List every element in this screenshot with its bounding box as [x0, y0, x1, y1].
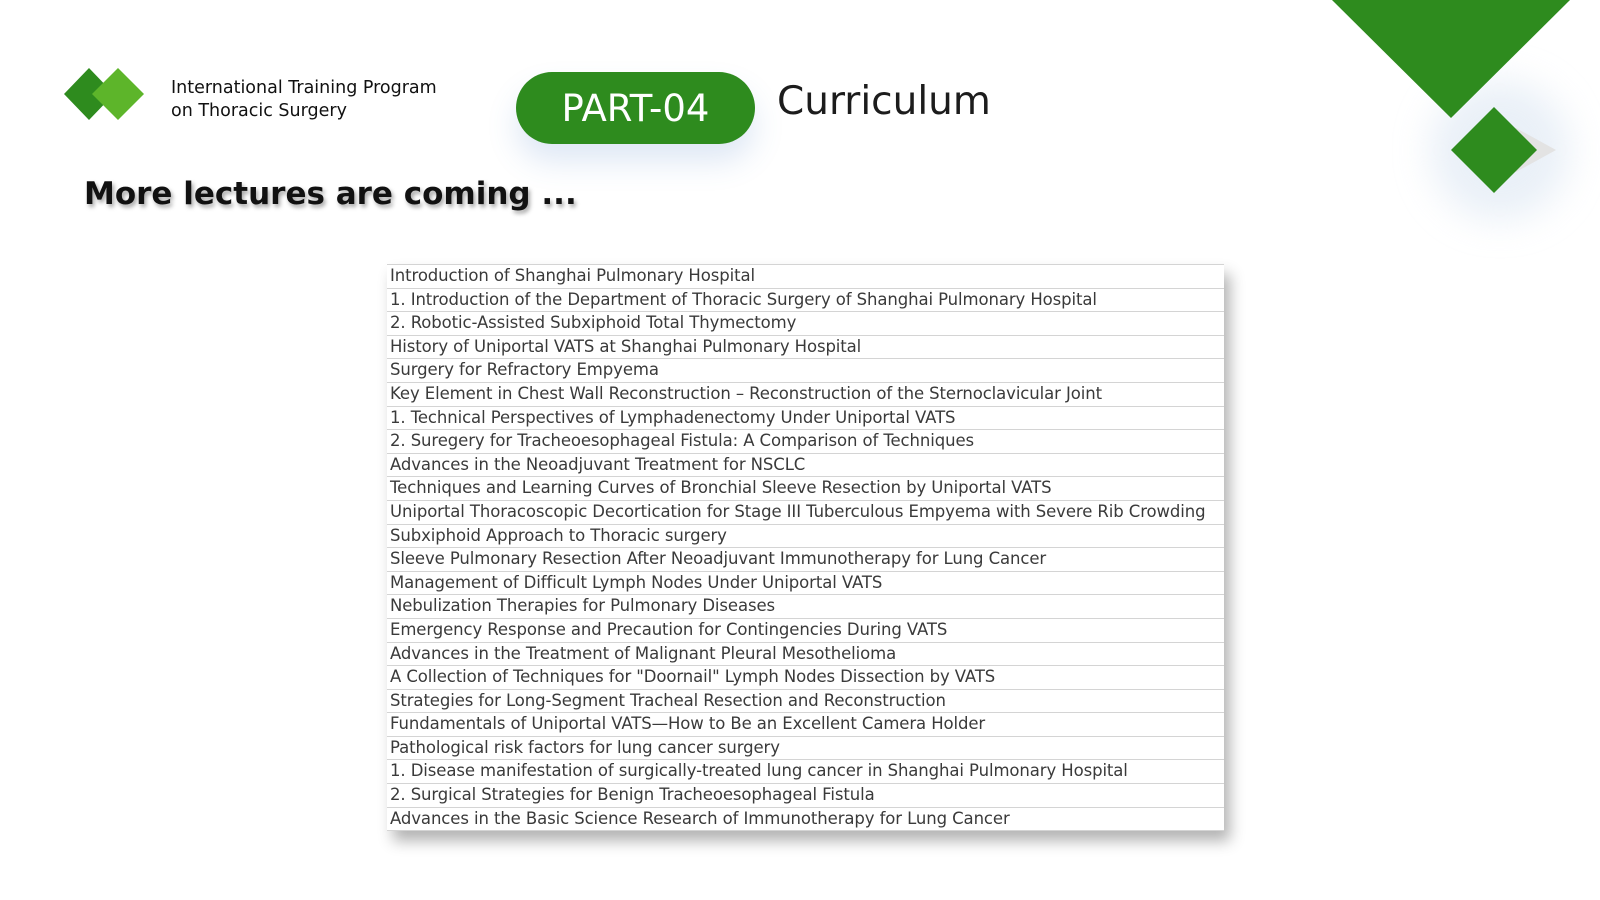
lecture-row: Nebulization Therapies for Pulmonary Diseases [387, 595, 1224, 619]
lecture-row: Subxiphoid Approach to Thoracic surgery [387, 525, 1224, 549]
lecture-row: Fundamentals of Uniportal VATS—How to Be an Excellent Camera Holder [387, 713, 1224, 737]
diamond-logo-icon [62, 62, 158, 132]
lecture-row: Sleeve Pulmonary Resection After Neoadjuvant Immunotherapy for Lung Cancer [387, 548, 1224, 572]
lecture-row: Advances in the Treatment of Malignant Pleural Mesothelioma [387, 643, 1224, 667]
lecture-row: 2. Suregery for Tracheoesophageal Fistula: A Comparison of Techniques [387, 430, 1224, 454]
lecture-row: Management of Difficult Lymph Nodes Under Uniportal VATS [387, 572, 1224, 596]
page-heading: More lectures are coming ... [84, 176, 577, 212]
lecture-row: Introduction of Shanghai Pulmonary Hospital [387, 265, 1224, 289]
lecture-row: 2. Robotic-Assisted Subxiphoid Total Thymectomy [387, 312, 1224, 336]
lecture-row: 2. Surgical Strategies for Benign Tracheoesophageal Fistula [387, 784, 1224, 808]
lecture-row: Surgery for Refractory Empyema [387, 359, 1224, 383]
lecture-row: Emergency Response and Precaution for Contingencies During VATS [387, 619, 1224, 643]
lecture-row: Pathological risk factors for lung cancer surgery [387, 737, 1224, 761]
lecture-row: 1. Technical Perspectives of Lymphadenectomy Under Uniportal VATS [387, 407, 1224, 431]
lecture-row: 1. Disease manifestation of surgically-treated lung cancer in Shanghai Pulmonary Hospital [387, 760, 1224, 784]
lecture-row: Advances in the Neoadjuvant Treatment for NSCLC [387, 454, 1224, 478]
lecture-row: Techniques and Learning Curves of Bronchial Sleeve Resection by Uniportal VATS [387, 477, 1224, 501]
lecture-row: History of Uniportal VATS at Shanghai Pulmonary Hospital [387, 336, 1224, 360]
lecture-row: Key Element in Chest Wall Reconstruction – Reconstruction of the Sternoclavicular Joint [387, 383, 1224, 407]
lecture-list [387, 264, 1224, 831]
lecture-row: Advances in the Basic Science Research of Immunotherapy for Lung Cancer [387, 808, 1224, 832]
lecture-row: A Collection of Techniques for "Doornail" Lymph Nodes Dissection by VATS [387, 666, 1224, 690]
part-label-badge: PART-04 [516, 72, 755, 144]
section-title: Curriculum [777, 79, 991, 124]
lecture-row: Uniportal Thoracoscopic Decortication for Stage III Tuberculous Empyema with Severe Rib Crowding [387, 501, 1224, 525]
decorative-diamonds-icon [1320, 0, 1600, 260]
org-name [171, 77, 437, 123]
org-name-line1: International Training Program [171, 78, 437, 98]
lecture-row: Strategies for Long-Segment Tracheal Resection and Reconstruction [387, 690, 1224, 714]
org-name-line2: on Thoracic Surgery [171, 101, 347, 121]
lecture-row: 1. Introduction of the Department of Thoracic Surgery of Shanghai Pulmonary Hospital [387, 289, 1224, 313]
